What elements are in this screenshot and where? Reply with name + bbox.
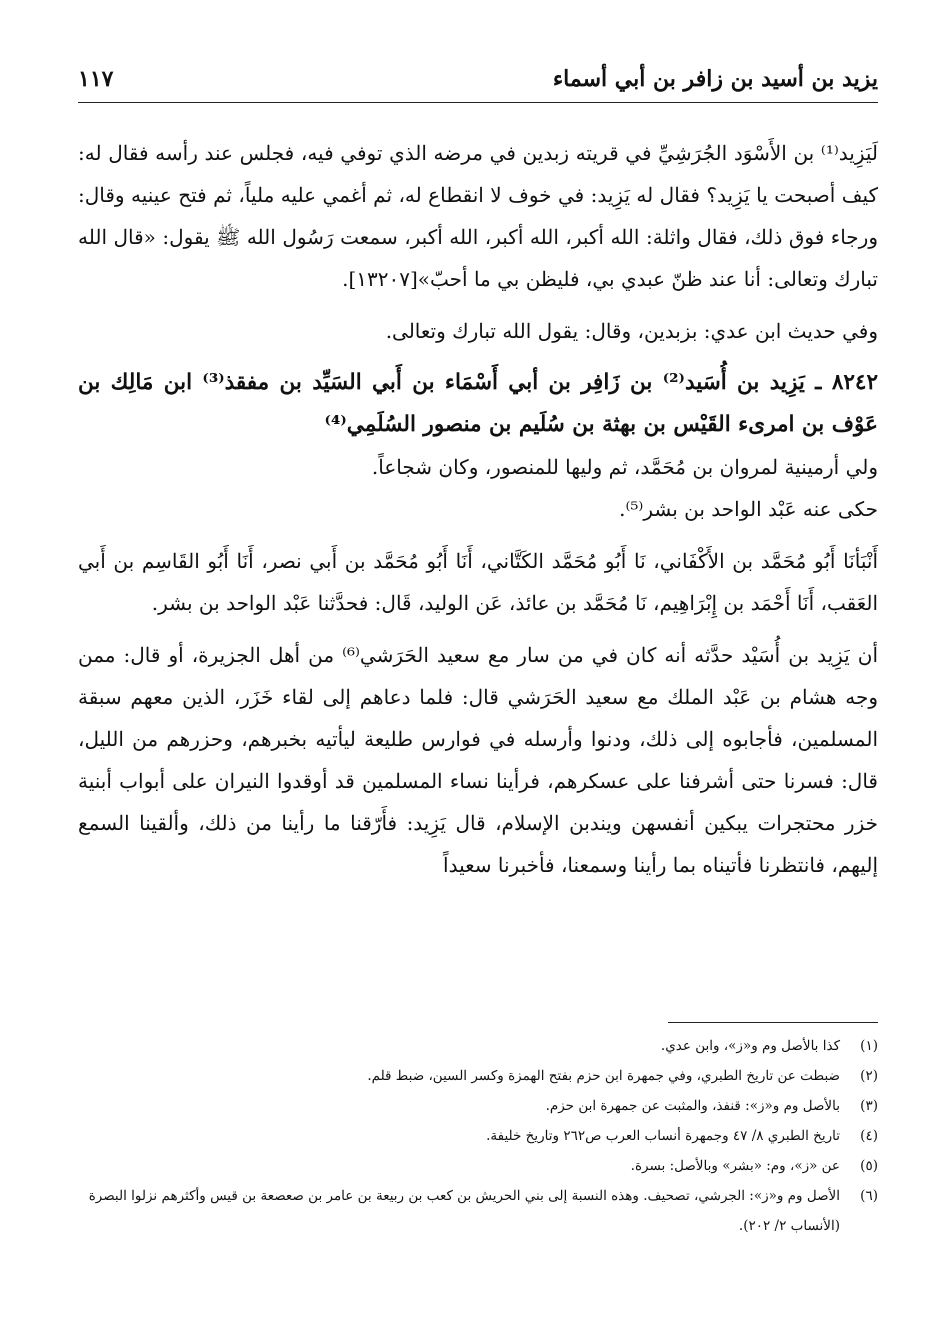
footnote-text: كذا بالأصل وم و«ز»، وابن عدي.	[660, 1038, 840, 1054]
page-number: ١١٧	[78, 66, 114, 92]
main-text	[78, 132, 878, 886]
page-header	[78, 62, 878, 103]
footnote-item	[78, 1181, 878, 1241]
paragraph-hadith: لَيَزِيد⁽¹⁾ بن الأَسْوَد الجُرَشِيِّ في قريته زبدين في مرضه الذي توفي فيه، فجلس عند رأسه فقال له: كيف أصبحت يا يَزِيد؟ فقال له يَزِيد: في خوف لا انقطاع له، ثم أغمي عليه ملياً، ثم فتح عينيه وقال: ورجاء فوق ذلك، فقال واثلة: الله أكبر، الله أكبر، الله أكبر، سمعت رَسُول الله ﷺ يقول: «قال الله تبارك وتعالى: أنا عند ظنّ عبدي بي، فليظن بي ما أحبّ»[١٣٢٠٧].	[78, 141, 878, 291]
paragraph-narrator: حكى عنه عَبْد الواحد بن بشر⁽⁵⁾.	[619, 497, 878, 521]
footnote-number: (٢)	[860, 1068, 878, 1084]
footnote-item	[78, 1031, 878, 1061]
footnote-text: الأصل وم و«ز»: الجرشي، تصحيف. وهذه النسبة إلى بني الحريش بن كعب بن ربيعة بن عامر بن صعصعة بن قيس وأكثرهم نزلوا البصرة (الأنساب ٢/ ٢٠٢).	[88, 1188, 840, 1234]
footnote-number: (٣)	[860, 1098, 878, 1114]
footnote-item	[78, 1121, 878, 1151]
paragraph-narrative: أن يَزِيد بن أُسَيْد حدَّثه أنه كان في من سار مع سعيد الحَرَشي⁽⁶⁾ من أهل الجزيرة، أو قال: ممن وجه هشام بن عَبْد الملك مع سعيد الحَرَشي قال: فلما دعاهم إلى لقاء خَزَر، الذين معهم سبقة المسلمين، فأجابوه إلى ذلك، ودنوا وأرسله في فوارس طليعة ليأتيه بخبرهم، وحزرهم من الليل، قال: فسرنا حتى أشرفنا على عسكرهم، فرأينا نساء المسلمين قد أوقدوا النيران على أبواب أبنية خزر محتجرات يبكين أنفسهن ويندبن الإسلام، قال يَزِيد: فأَرّقنا ما رأينا من ذلك، وألقينا السمع إليهم، فانتظرنا فأتيناه بما رأينا وسمعنا، فأخبرنا سعيداً	[78, 643, 878, 877]
footnote-divider	[668, 1022, 878, 1023]
footnote-number: (٦)	[860, 1188, 878, 1204]
footnote-item	[78, 1091, 878, 1121]
footnote-number: (٤)	[860, 1128, 878, 1144]
running-title: يزيد بن أسيد بن زافر بن أبي أسماء	[552, 66, 878, 92]
footnote-item	[78, 1151, 878, 1181]
paragraph-ibn-adi-note: وفي حديث ابن عدي: بزبدين، وقال: يقول الله تبارك وتعالى.	[385, 319, 878, 343]
footnote-text: تاريخ الطبري ٨/ ٤٧ وجمهرة أنساب العرب ص٢٦٢ وتاريخ خليفة.	[486, 1128, 840, 1144]
footnote-number: (٥)	[860, 1158, 878, 1174]
footnote-text: بالأصل وم و«ز»: قنفذ، والمثبت عن جمهرة ابن حزم.	[545, 1098, 840, 1114]
footnotes	[78, 1022, 878, 1241]
paragraph-isnad: أَنْبَأنَا أَبُو مُحَمَّد بن الأَكْفَاني، نَا أَبُو مُحَمَّد الكَتَّاني، أَنَا أَبُو مُحَمَّد بن أَبي نصر، أَنَا أَبُو القَاسِم بن أَبي العَقب، أَنَا أَحْمَد بن إِبْرَاهِيم، نَا مُحَمَّد بن عائذ، عَن الوليد، قَال: فحدَّثنا عَبْد الواحد بن بشر.	[78, 549, 879, 615]
entry-heading: ٨٢٤٢ ـ يَزِيد بن أُسَيد⁽²⁾ بن زَافِر بن أبي أَسْمَاء بن أَبي السَيِّد بن مفقذ⁽³⁾ ابن مَالِك بن عَوْف بن امرىء القَيْس بن بهثة بن سُلَيم بن منصور السُلَمِي⁽⁴⁾	[78, 370, 879, 437]
footnote-item	[78, 1061, 878, 1091]
footnote-text: ضبطت عن تاريخ الطبري، وفي جمهرة ابن حزم بفتح الهمزة وكسر السين، ضبط قلم.	[367, 1068, 840, 1084]
footnote-number: (١)	[860, 1038, 878, 1054]
footnote-text: عن «ز»، وم: «بشر» وبالأصل: بسرة.	[630, 1158, 840, 1174]
paragraph-biography: ولي أرمينية لمروان بن مُحَمَّد، ثم وليها للمنصور، وكان شجاعاً.	[371, 455, 878, 479]
